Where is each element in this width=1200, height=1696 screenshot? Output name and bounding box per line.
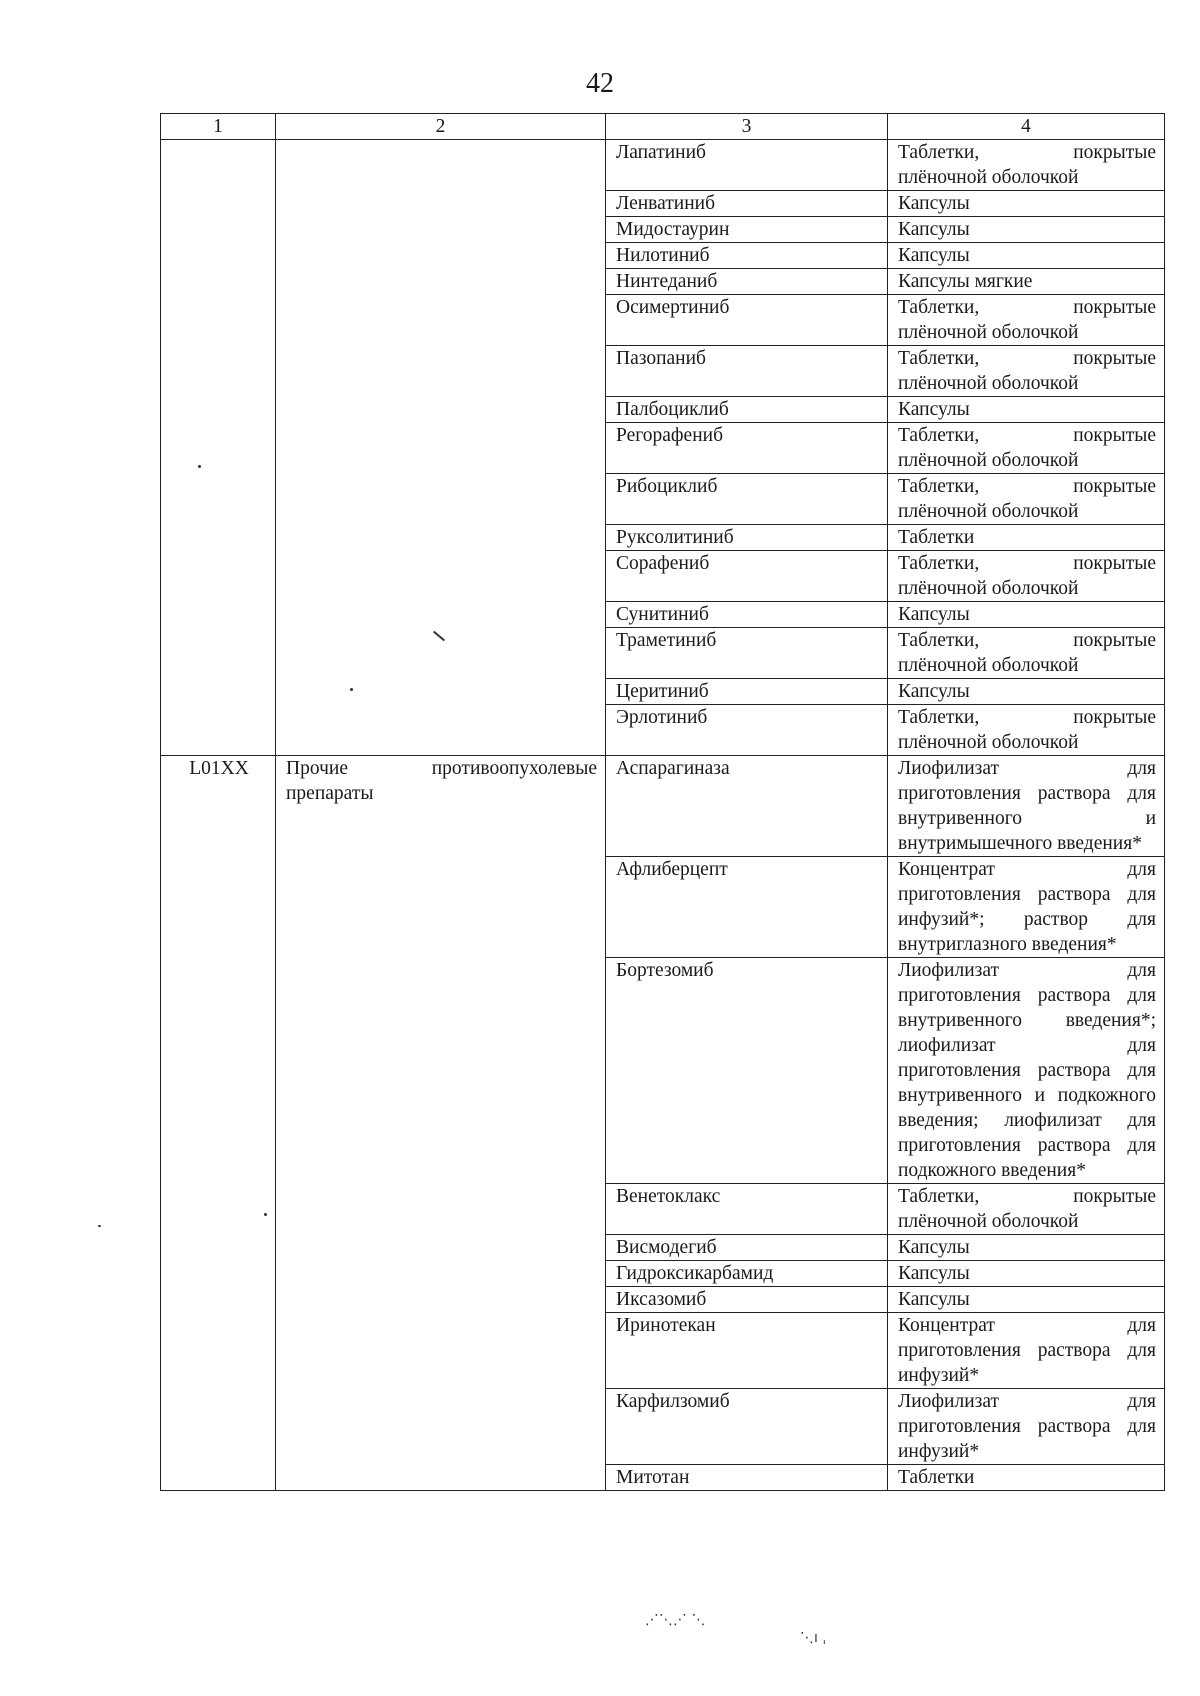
- scan-marks: ⋱ı ˌ: [800, 1630, 827, 1646]
- drug-name: Мидостаурин: [606, 217, 888, 243]
- dosage-form: Таблетки, покрытые плёночной оболочкой: [888, 705, 1165, 756]
- drug-name: Сунитиниб: [606, 602, 888, 628]
- dosage-form: Капсулы: [888, 1235, 1165, 1261]
- header-col-3: 3: [606, 114, 888, 140]
- drug-name: Осимертиниб: [606, 295, 888, 346]
- dosage-form: Таблетки, покрытые плёночной оболочкой: [888, 474, 1165, 525]
- dosage-form: Таблетки, покрытые плёночной оболочкой: [888, 628, 1165, 679]
- code-cell: [161, 140, 276, 756]
- drug-name: Ленватиниб: [606, 191, 888, 217]
- drug-name: Митотан: [606, 1465, 888, 1491]
- dosage-form: Капсулы: [888, 602, 1165, 628]
- atc-code: L01XX: [161, 756, 276, 1491]
- drug-name: Афлиберцепт: [606, 857, 888, 958]
- page-number: 42: [586, 68, 614, 99]
- drug-name: Пазопаниб: [606, 346, 888, 397]
- dosage-form: Таблетки, покрытые плёночной оболочкой: [888, 423, 1165, 474]
- scan-speck: [350, 688, 353, 691]
- table-row: [161, 140, 1165, 191]
- header-row: [161, 114, 1165, 140]
- drug-name: Палбоциклиб: [606, 397, 888, 423]
- drug-name: Нинтеданиб: [606, 269, 888, 295]
- dosage-form: Таблетки: [888, 525, 1165, 551]
- dosage-form: Капсулы мягкие: [888, 269, 1165, 295]
- scan-speck: [98, 1225, 101, 1227]
- dosage-form: Лиофилизат для приготовления раствора для внутривенного введения*; лиофилизат для приготовления раствора для внутривенного и подкожного введения; лиофилизат для приготовления раствора для подкожного введения*: [888, 958, 1165, 1184]
- dosage-form: Лиофилизат для приготовления раствора для внутривенного и внутримышечного введения*: [888, 756, 1165, 857]
- drug-name: Карфилзомиб: [606, 1389, 888, 1465]
- drug-name: Церитиниб: [606, 679, 888, 705]
- drug-name: Сорафениб: [606, 551, 888, 602]
- drug-name: Руксолитиниб: [606, 525, 888, 551]
- dosage-form: Таблетки, покрытые плёночной оболочкой: [888, 551, 1165, 602]
- scan-speck: [264, 1213, 267, 1216]
- dosage-form: Таблетки, покрытые плёночной оболочкой: [888, 346, 1165, 397]
- group-name: Прочие противоопухолевые препараты: [276, 756, 606, 1491]
- drug-name: Бортезомиб: [606, 958, 888, 1184]
- table-row: [161, 756, 1165, 857]
- dosage-form: Концентрат для приготовления раствора для инфузий*; раствор для внутриглазного введения*: [888, 857, 1165, 958]
- dosage-form: Капсулы: [888, 1261, 1165, 1287]
- drug-name: Иринотекан: [606, 1313, 888, 1389]
- drug-name: Нилотиниб: [606, 243, 888, 269]
- drug-name: Траметиниб: [606, 628, 888, 679]
- drug-table: [160, 113, 1165, 1491]
- dosage-form: Таблетки, покрытые плёночной оболочкой: [888, 295, 1165, 346]
- dosage-form: Капсулы: [888, 397, 1165, 423]
- dosage-form: Капсулы: [888, 1287, 1165, 1313]
- header-col-2: 2: [276, 114, 606, 140]
- drug-name: Гидроксикарбамид: [606, 1261, 888, 1287]
- dosage-form: Лиофилизат для приготовления раствора для инфузий*: [888, 1389, 1165, 1465]
- dosage-form: Таблетки: [888, 1465, 1165, 1491]
- drug-name: Иксазомиб: [606, 1287, 888, 1313]
- scan-marks: ⋰⋱⋰ ⋱: [645, 1612, 706, 1628]
- dosage-form: Таблетки, покрытые плёночной оболочкой: [888, 1184, 1165, 1235]
- drug-name: Регорафениб: [606, 423, 888, 474]
- drug-name: Аспарагиназа: [606, 756, 888, 857]
- dosage-form: Капсулы: [888, 191, 1165, 217]
- header-col-1: 1: [161, 114, 276, 140]
- dosage-form: Капсулы: [888, 243, 1165, 269]
- table-body: [161, 140, 1165, 1491]
- drug-name: Лапатиниб: [606, 140, 888, 191]
- drug-name: Висмодегиб: [606, 1235, 888, 1261]
- scan-speck: [198, 465, 201, 468]
- drug-name: Эрлотиниб: [606, 705, 888, 756]
- dosage-form: Капсулы: [888, 217, 1165, 243]
- group-cell: [276, 140, 606, 756]
- header-col-4: 4: [888, 114, 1165, 140]
- drug-name: Рибоциклиб: [606, 474, 888, 525]
- dosage-form: Концентрат для приготовления раствора для инфузий*: [888, 1313, 1165, 1389]
- drug-name: Венетоклакс: [606, 1184, 888, 1235]
- dosage-form: Таблетки, покрытые плёночной оболочкой: [888, 140, 1165, 191]
- dosage-form: Капсулы: [888, 679, 1165, 705]
